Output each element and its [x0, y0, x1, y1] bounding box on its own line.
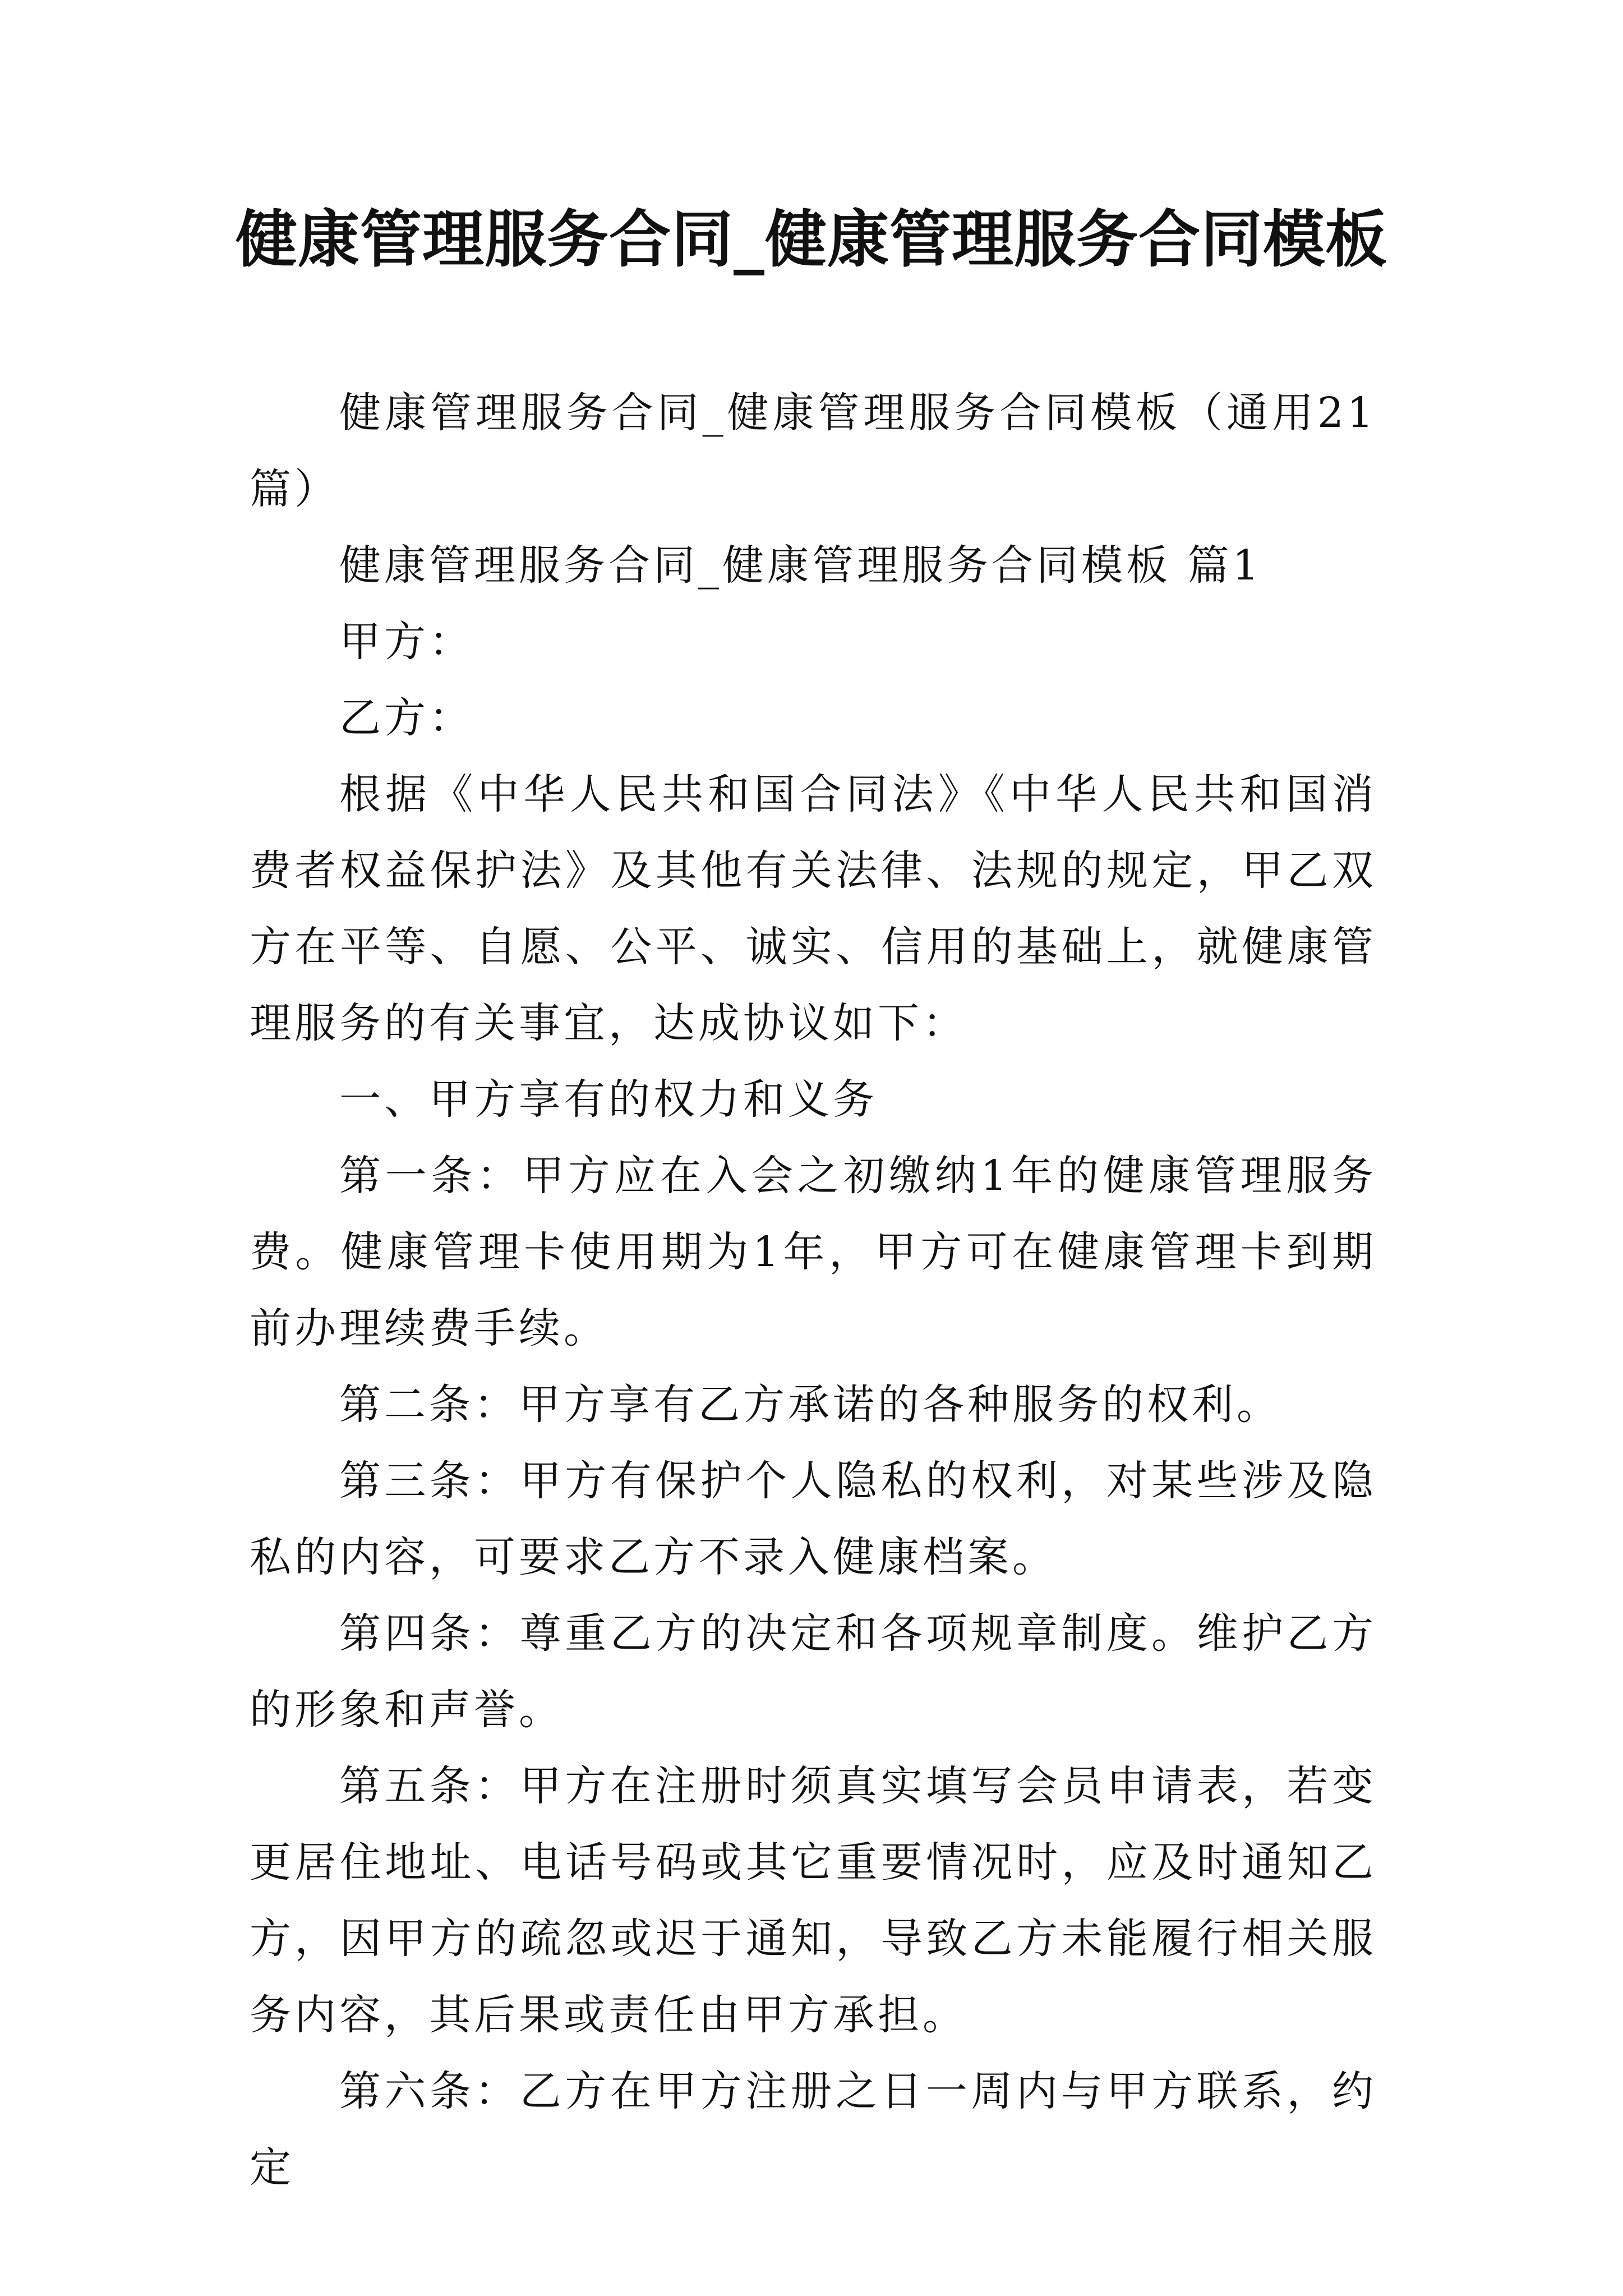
paragraph-preamble: 根据《中华人民共和国合同法》《中华人民共和国消费者权益保护法》及其他有关法律、法规的规定，甲乙双方在平等、自愿、公平、诚实、信用的基础上，就健康管理服务的有关事宜，达成协议如下：	[250, 770, 1377, 1047]
paragraph-article-3: 第三条：甲方有保护个人隐私的权利，对某些涉及隐私的内容，可要求乙方不录入健康档案。	[250, 1457, 1377, 1581]
paragraph-party-b: 乙方：	[339, 694, 474, 742]
paragraph-article-4: 第四条：尊重乙方的决定和各项规章制度。维护乙方的形象和声誉。	[250, 1609, 1377, 1734]
paragraph-section-heading: 健康管理服务合同_健康管理服务合同模板 篇1	[339, 541, 1262, 590]
paragraph-article-2: 第二条：甲方享有乙方承诺的各种服务的权利。	[339, 1381, 1281, 1429]
paragraph-rights-heading: 一、甲方享有的权力和义务	[339, 1075, 878, 1124]
paragraph-article-5: 第五条：甲方在注册时须真实填写会员申请表，若变更居住地址、电话号码或其它重要情况时，应及时通知乙方，因甲方的疏忽或迟于通知，导致乙方未能履行相关服务内容，其后果或责任由甲方承担。	[250, 1762, 1377, 2039]
document-title: 健康管理服务合同_健康管理服务合同模板	[236, 204, 1387, 275]
paragraph-party-a: 甲方：	[339, 618, 474, 666]
paragraph-article-6: 第六条：乙方在甲方注册之日一周内与甲方联系，约定	[250, 2067, 1377, 2192]
paragraph-subtitle: 健康管理服务合同_健康管理服务合同模板（通用21篇）	[250, 389, 1377, 513]
document-body	[250, 375, 1377, 2206]
paragraph-article-1: 第一条：甲方应在入会之初缴纳1年的健康管理服务费。健康管理卡使用期为1年，甲方可在健康管理卡到期前办理续费手续。	[250, 1152, 1377, 1352]
